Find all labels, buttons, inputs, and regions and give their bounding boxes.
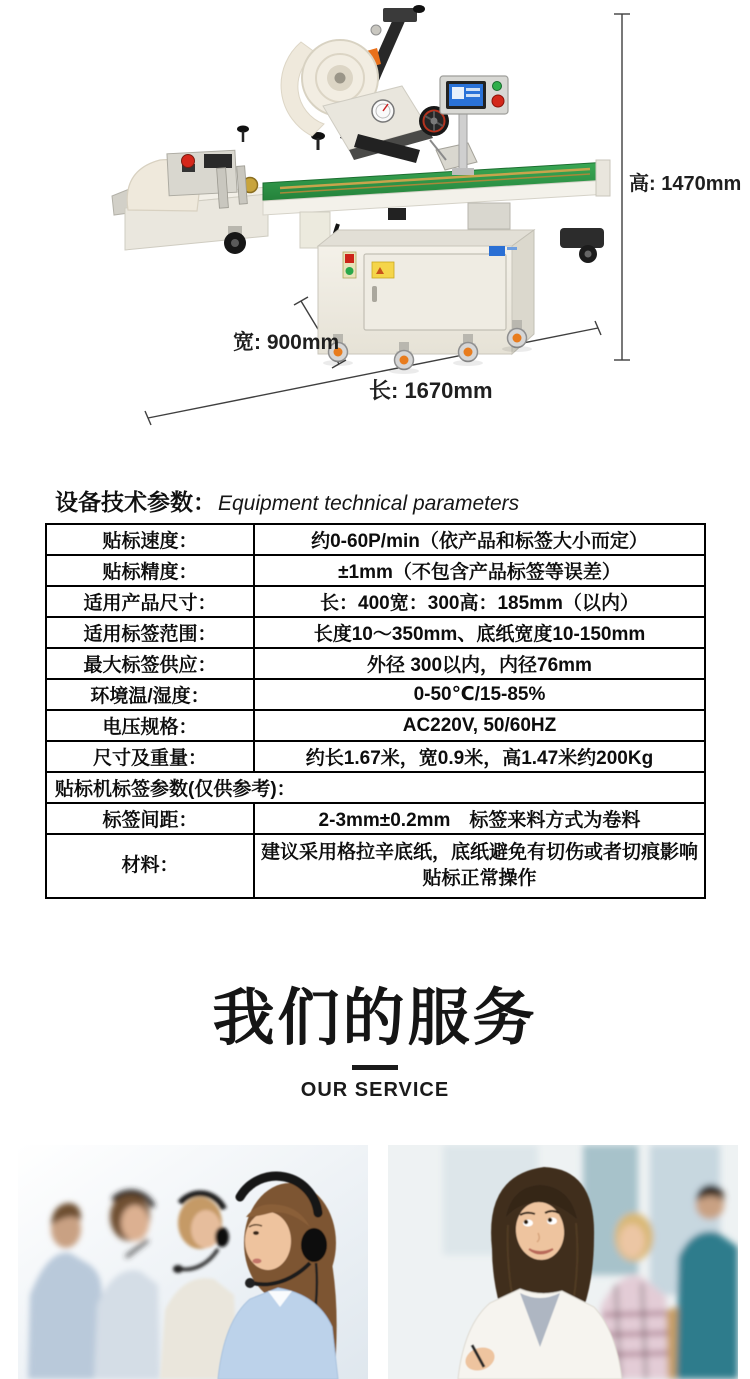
table-section-row [46, 772, 705, 803]
specs-title-en: Equipment technical parameters [218, 492, 520, 515]
row-value: 0-50℃/15-85% [254, 679, 705, 710]
row-value: 长：400宽：300高：185mm（以内） [254, 586, 705, 617]
table-row [46, 679, 705, 710]
table-row [46, 834, 705, 898]
row-label: 材料： [46, 834, 254, 898]
specs-section-title [55, 484, 519, 517]
row-value: 建议采用格拉辛底纸，底纸避免有切伤或者切痕影响贴标正常操作 [254, 834, 705, 898]
row-label: 标签间距： [46, 803, 254, 834]
section-row-label: 贴标机标签参数(仅供参考)： [46, 772, 705, 803]
row-value: 约长1.67米，宽0.9米，高1.47米约200Kg [254, 741, 705, 772]
row-label: 贴标精度： [46, 555, 254, 586]
service-subheading: OUR SERVICE [300, 1079, 450, 1101]
specs-title-zh: 设备技术参数： [55, 489, 216, 515]
table-row [46, 524, 705, 555]
table-row [46, 555, 705, 586]
row-value: AC220V, 50/60HZ [254, 710, 705, 741]
service-section [0, 985, 750, 1102]
specs-table [45, 523, 706, 899]
row-label: 尺寸及重量： [46, 741, 254, 772]
row-label: 最大标签供应： [46, 648, 254, 679]
dimension-length-label: 长: 1670mm [369, 378, 493, 403]
dimension-height-label: 高: 1470mm [629, 173, 742, 195]
table-row [46, 617, 705, 648]
product-photo [0, 0, 750, 470]
feeder-unit [112, 150, 282, 254]
row-label: 适用产品尺寸： [46, 586, 254, 617]
row-value: 长度10～350mm、底纸宽度10-150mm [254, 617, 705, 648]
table-row [46, 741, 705, 772]
support-team-photo [18, 1145, 368, 1379]
row-value: ±1mm（不包含产品标签等误差） [254, 555, 705, 586]
row-label: 适用标签范围： [46, 617, 254, 648]
table-row [46, 586, 705, 617]
dimension-width-label: 宽: 900mm [233, 331, 340, 354]
row-label: 环境温/湿度： [46, 679, 254, 710]
table-row [46, 648, 705, 679]
service-divider [352, 1065, 398, 1070]
table-row [46, 710, 705, 741]
customer-service-photo [388, 1145, 738, 1379]
table-row [46, 803, 705, 834]
row-label: 贴标速度： [46, 524, 254, 555]
row-value: 外径 300以内，内径76mm [254, 648, 705, 679]
service-heading: 我们的服务 [212, 984, 538, 1053]
row-value: 2-3mm±0.2mm 标签来料方式为卷料 [254, 803, 705, 834]
row-value: 约0-60P/min（依产品和标签大小而定） [254, 524, 705, 555]
row-label: 电压规格： [46, 710, 254, 741]
